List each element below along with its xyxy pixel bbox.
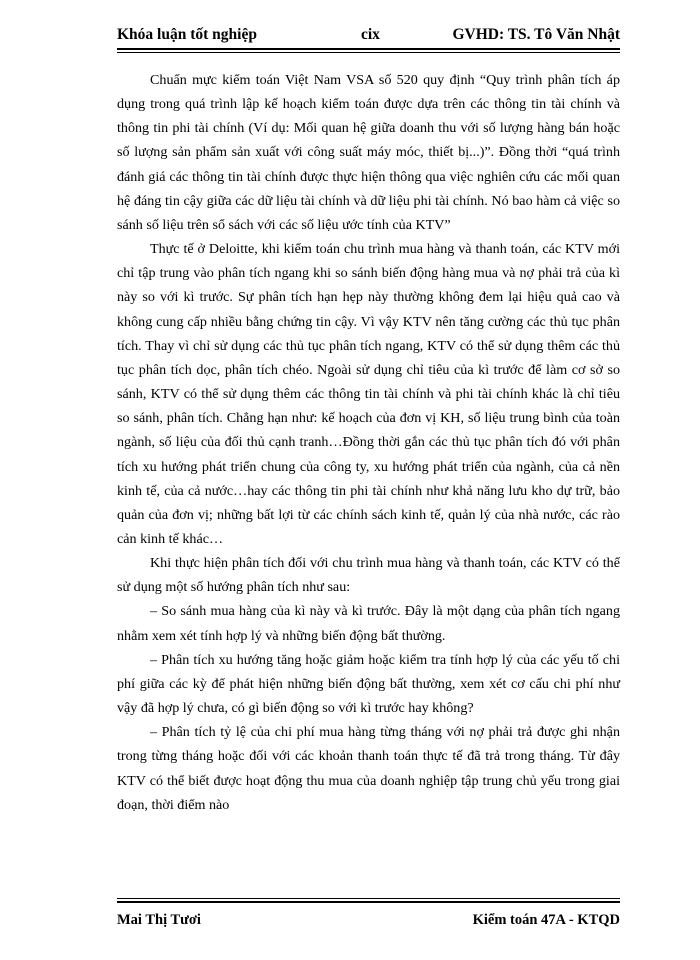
list-item-ratio-analysis: – Phân tích tỷ lệ của chi phí mua hàng từng tháng với nợ phải trả được ghi nhận trong từng tháng hoặc đối với các khoản thanh toán thực tế đã trả trong tháng. Từ đây KTV có thể biết được hoạt động thu mua của doanh nghiệp tập trung chủ yếu trong giai đoạn, thời điểm nào: [117, 724, 620, 813]
header-rule-thick: [117, 48, 620, 50]
paragraph-deloitte-practice: Thực tế ở Deloitte, khi kiểm toán chu trình mua hàng và thanh toán, các KTV mới chỉ tập trung vào phân tích ngang khi so sánh biến động hàng mua và nợ phải trả của kì này so với kì trước. Sự phân tích hạn hẹp này thường không đem lại hiệu quả cao và không cung cấp nhiều bằng chứng tin cậy. Vì vậy KTV nên tăng cường các thủ tục phân tích. Thay vì chỉ sử dụng các thủ tục phân tích ngang, KTV có thể sử dụng thêm các thủ tục phân tích dọc, phân tích chéo. Ngoài sử dụng chỉ tiêu của kì trước để làm cơ sở so sánh, KTV có thể sử dụng thêm các thông tin tài chính và phi tài chính khác là chỉ tiêu so sánh, phân tích. Chẳng hạn như: kế hoạch của đơn vị KH, số liệu trung bình của toàn ngành, số liệu của đối thủ cạnh tranh…Đồng thời gắn các thủ tục phân tích đó với phân tích xu hướng phát triển chung của công ty, xu hướng phát triển của ngành, của cả nền kinh tế, của cả nước…hay các thông tin phi tài chính như khả năng lưu kho dự trữ, bảo quản của đơn vị; những bất lợi từ các chính sách kinh tế, quản lý của nhà nước, các rào cản kinh tế khác…: [117, 241, 620, 547]
footer-rule-thin: [117, 898, 620, 899]
class-name: Kiểm toán 47A - KTQD: [472, 912, 620, 928]
page-header: [117, 24, 620, 50]
list-item-trend-analysis: – Phân tích xu hướng tăng hoặc giảm hoặc kiểm tra tính hợp lý của các yếu tố chi phí giữa các kỳ để phát hiện những biến động bất thường, xem xét cơ cấu chi phí như vậy đã hợp lý chưa, có gì biến động so với kì trước hay không?: [117, 651, 620, 717]
footer-rule-thick: [117, 901, 620, 903]
author-name: Mai Thị Tươi: [117, 912, 201, 928]
list-item-horizontal-analysis: – So sánh mua hàng của kì này và kì trước. Đây là một dạng của phân tích ngang nhằm xem xét tính hợp lý và những biến động bất thường.: [117, 603, 620, 644]
body-text: [117, 68, 620, 817]
advisor-name: GVHD: TS. Tô Văn Nhật: [452, 26, 620, 43]
page-number: cix: [361, 26, 380, 43]
thesis-title: Khóa luận tốt nghiệp: [117, 26, 257, 43]
page-footer: [117, 910, 620, 934]
paragraph-analysis-intro: Khi thực hiện phân tích đối với chu trình mua hàng và thanh toán, các KTV có thể sử dụng một số hướng phân tích như sau:: [117, 555, 620, 596]
paragraph-vsa-520: Chuẩn mực kiểm toán Việt Nam VSA số 520 quy định “Quy trình phân tích áp dụng trong quá trình lập kế hoạch kiểm toán được dựa trên các thông tin tài chính và thông tin phi tài chính (Ví dụ: Mối quan hệ giữa doanh thu với số lượng hàng bán hoặc số lượng sản phẩm sản xuất với công suất máy móc, thiết bị...)”. Đồng thời “quá trình đánh giá các thông tin tài chính được thực hiện thông qua việc nghiên cứu các mối quan hệ đáng tin cậy giữa các dữ liệu tài chính và dữ liệu phi tài chính. Nó bao hàm cả việc so sánh số liệu trên sổ sách với các số liệu ước tính của KTV”: [117, 72, 620, 233]
header-rule-thin: [117, 52, 620, 53]
